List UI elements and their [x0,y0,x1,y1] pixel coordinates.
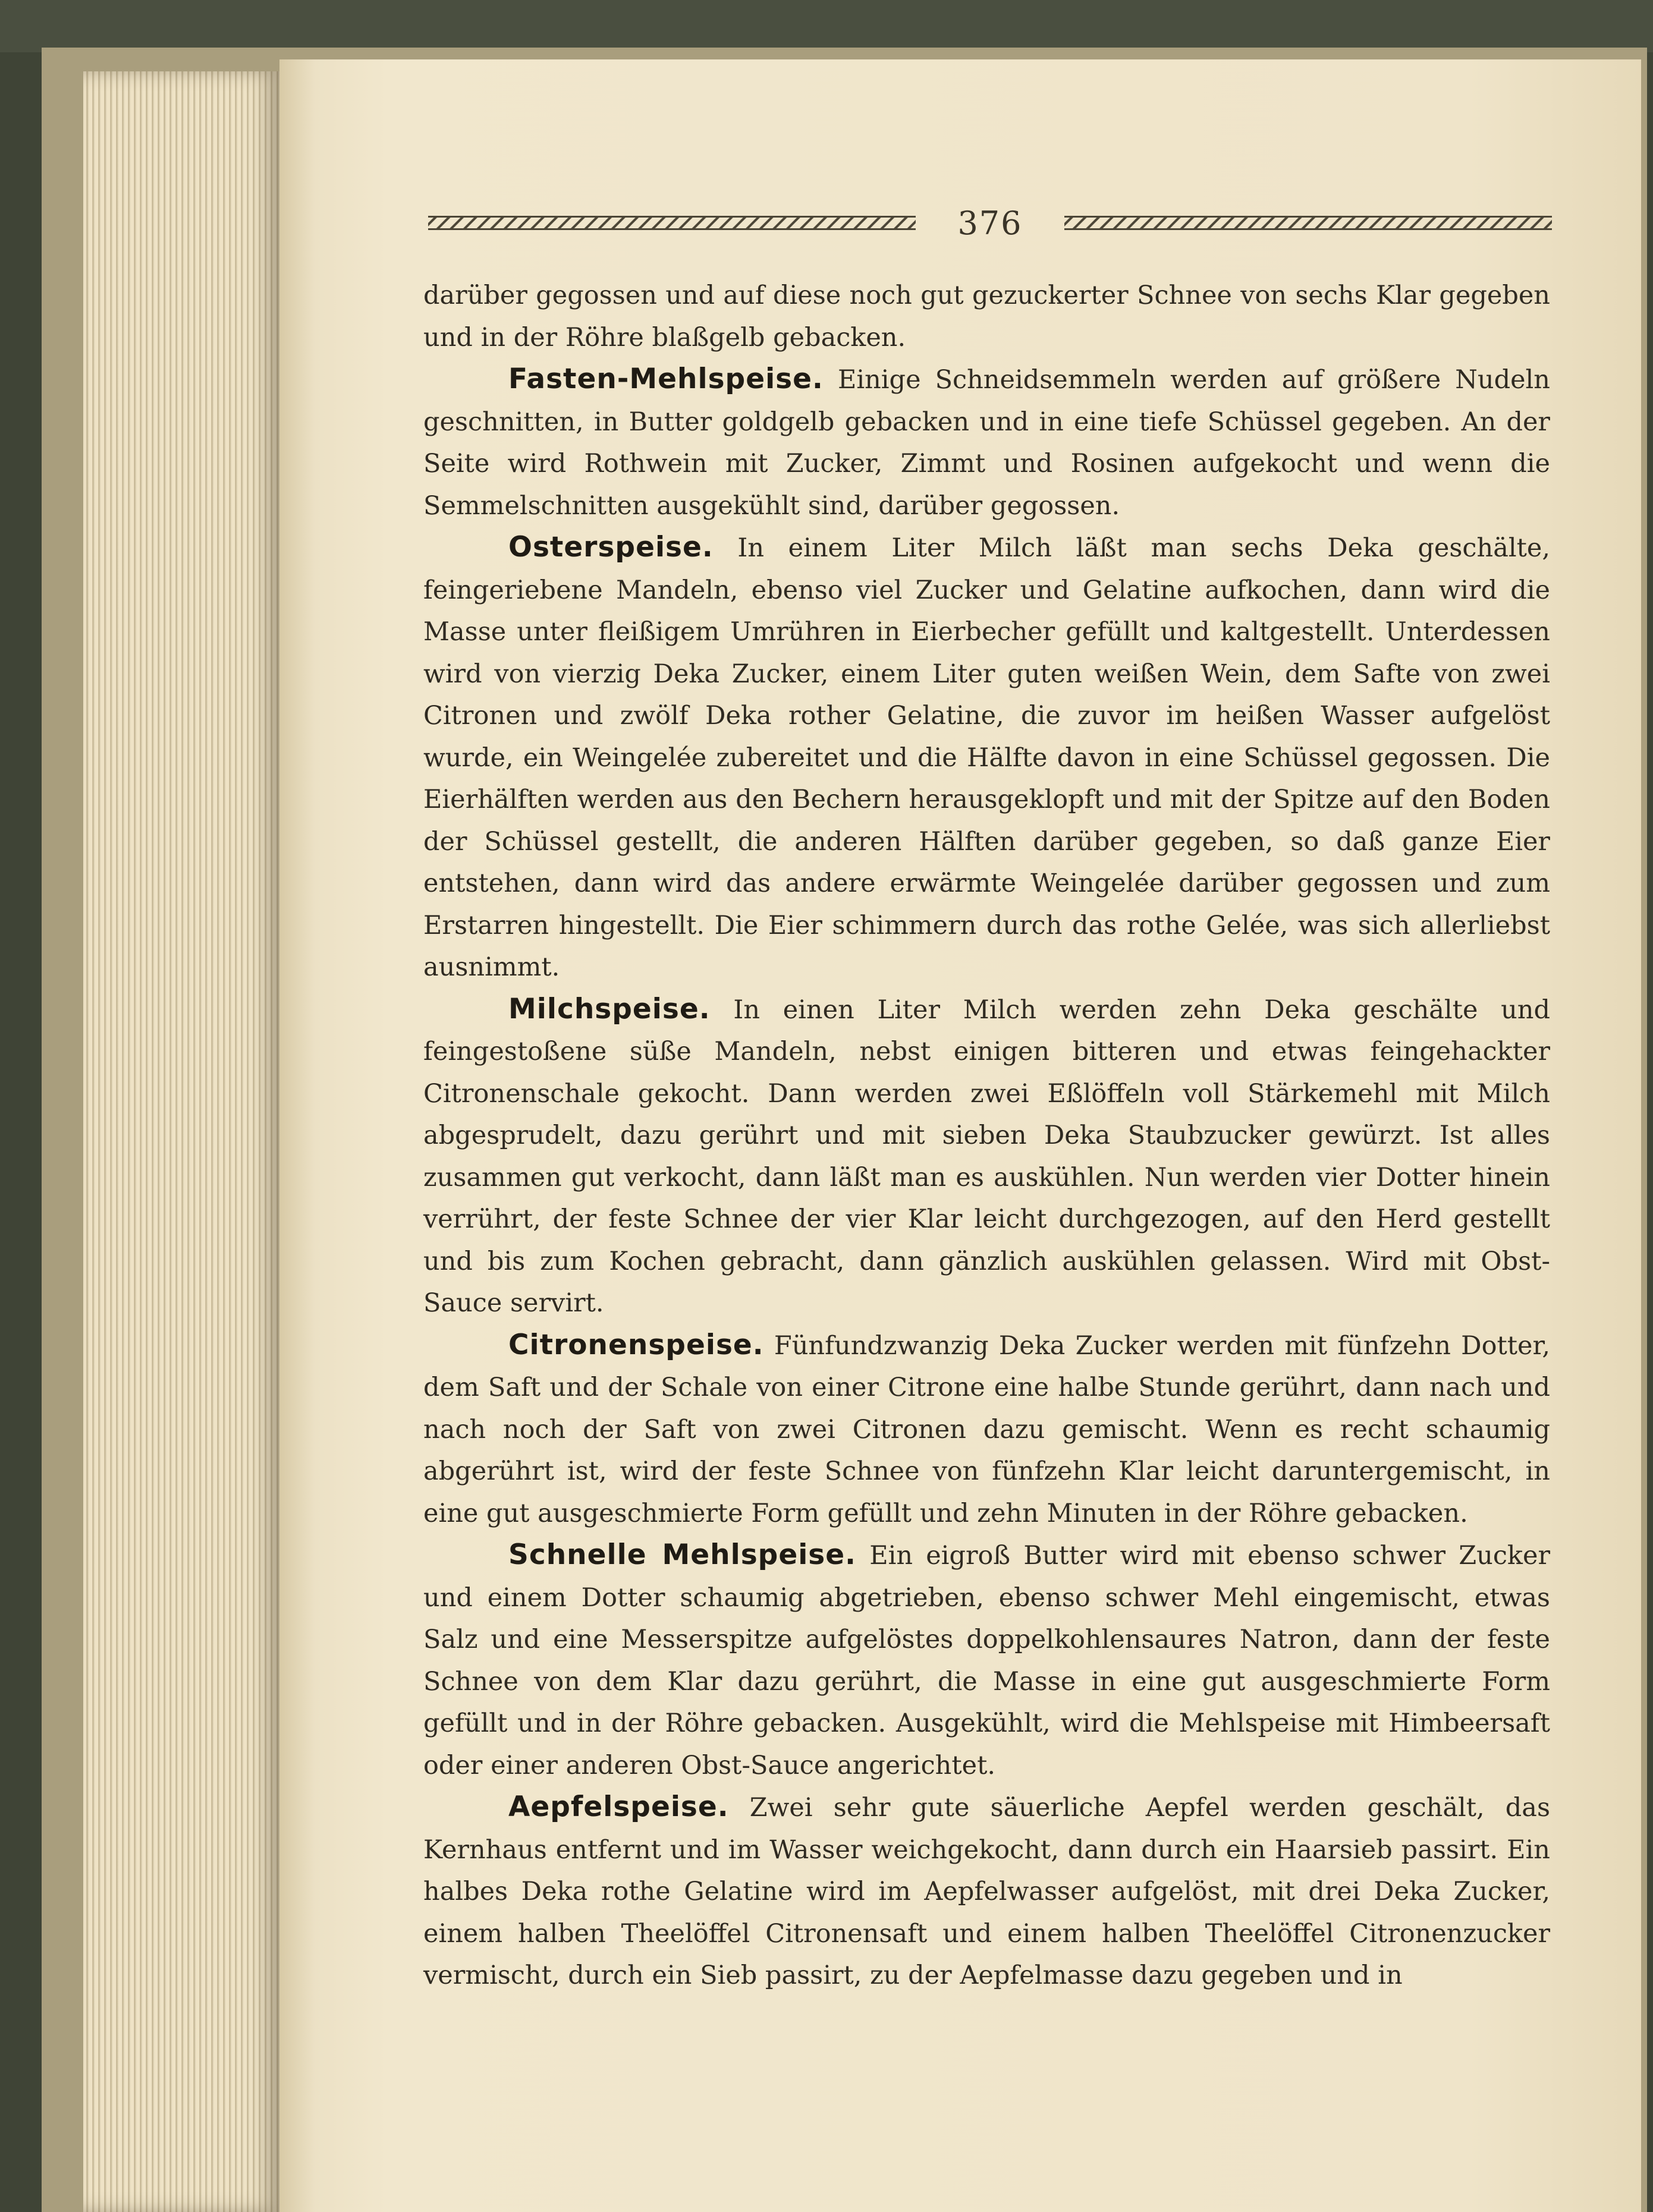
recipe-body: Zwei sehr gute säuerliche Aepfel werden geschält, das Kernhaus entfernt und im Wasser weichgekocht, dann durch ein Haarsieb passirt. Ein halbes Deka rothe Gelatine wird im Aepfelwasser aufgelöst, mit drei Deka Zucker, einem halben Theelöffel Citronensaft und einem halben Theelöffel Citronenzucker vermischt, durch ein Sieb passirt, zu der Aepfelmasse dazu gegeben und in [423,1793,1551,1990]
recipe-title: Citronenspeise. [508,1328,764,1361]
recipe-title: Fasten-Mehlspeise. [508,363,824,395]
paragraph-continuation [423,275,1550,358]
recipe-title: Milchspeise. [508,992,711,1025]
recipe-citronenspeise [423,1324,1550,1535]
recipe-schnelle-mehlspeise [423,1534,1550,1786]
page-edges [83,71,279,2212]
paragraph-text: darüber gegossen und auf diese noch gut gezuckerter Schnee von sechs Klar gegeben und in der Röhre blaßgelb gebacken. [423,281,1550,353]
recipe-aepfelspeise [423,1786,1550,1997]
recipe-body: In einen Liter Milch werden zehn Deka geschälte und feingestoßene süße Mandeln, nebst einigen bitteren und etwas feingehackter Citronenschale gekocht. Dann werden zwei Eßlöffeln voll Stärkemehl mit Milch abgesprudelt, dazu gerührt und mit sieben Deka Staubzucker gewürzt. Ist alles zusammen gut verkocht, dann läßt man es auskühlen. Nun werden vier Dotter hinein verrührt, der feste Schnee der vier Klar leicht durchgezogen, auf den Herd gestellt und bis zum Kochen gebracht, dann gänzlich auskühlen gelassen. Wird mit Obst-Sauce servirt. [423,995,1551,1318]
book-cover-edge [0,0,1653,52]
recipe-title: Osterspeise. [508,531,714,564]
page-header [428,196,1552,250]
recipe-osterspeise [423,527,1550,989]
recipe-text [423,275,1550,1997]
header-ornament-right [1064,216,1552,230]
recipe-body: In einem Liter Milch läßt man sechs Deka geschälte, feingeriebene Mandeln, ebenso viel Zucker und Gelatine aufkochen, dann wird die Masse unter fleißigem Umrühren in Eierbecher gefüllt und kaltgestellt. Unterdessen wird von vierzig Deka Zucker, einem Liter guten weißen Wein, dem Safte von zwei Citronen und zwölf Deka rother Gelatine, die zuvor im heißen Wasser aufgelöst wurde, ein Weingelée zubereitet und die Hälfte davon in eine Schüssel gegossen. Die Eierhälften werden aus den Bechern herausgeklopft und mit der Spitze auf den Boden der Schüssel gestellt, die anderen Hälften darüber gegeben, so daß ganze Eier entstehen, dann wird das andere erwärmte Weingelée darüber gegossen und zum Erstarren hingestellt. Die Eier schimmern durch das rothe Gelée, was sich allerliebst ausnimmt. [423,533,1550,982]
header-ornament-left [428,216,916,230]
recipe-milchspeise [423,989,1550,1324]
recipe-body: Fünfundzwanzig Deka Zucker werden mit fünfzehn Dotter, dem Saft und der Schale von einer Citrone eine halbe Stunde gerührt, dann nach und nach noch der Saft von zwei Citronen dazu gemischt. Wenn es recht schaumig abgerührt ist, wird der feste Schnee von fünfzehn Klar leicht daruntergemischt, in eine gut ausgeschmierte Form gefüllt und zehn Minuten in der Röhre gebacken. [423,1330,1550,1528]
recipe-title: Aepfelspeise. [508,1791,729,1823]
recipe-fasten-mehlspeise [423,358,1550,527]
recipe-title: Schnelle Mehlspeise. [508,1538,857,1571]
recipe-body: Einige Schneidsemmeln werden auf größere Nudeln geschnitten, in Butter goldgelb gebacken und in eine tiefe Schüssel gegeben. An der Seite wird Rothwein mit Zucker, Zimmt und Rosinen aufgekocht und wenn die Semmelschnitten ausgekühlt sind, darüber gegossen. [423,365,1550,521]
page-number: 376 [957,204,1023,242]
recipe-body: Ein eigroß Butter wird mit ebenso schwer Zucker und einem Dotter schaumig abgetrieben, ebenso schwer Mehl eingemischt, etwas Salz und eine Messerspitze aufgelöstes doppelkohlensaures Natron, dann der feste Schnee von dem Klar dazu gerührt, die Masse in eine gut ausgeschmierte Form gefüllt und in der Röhre gebacken. Ausgekühlt, wird die Mehlspeise mit Himbeersaft oder einer anderen Obst-Sauce angerichtet. [423,1541,1550,1780]
